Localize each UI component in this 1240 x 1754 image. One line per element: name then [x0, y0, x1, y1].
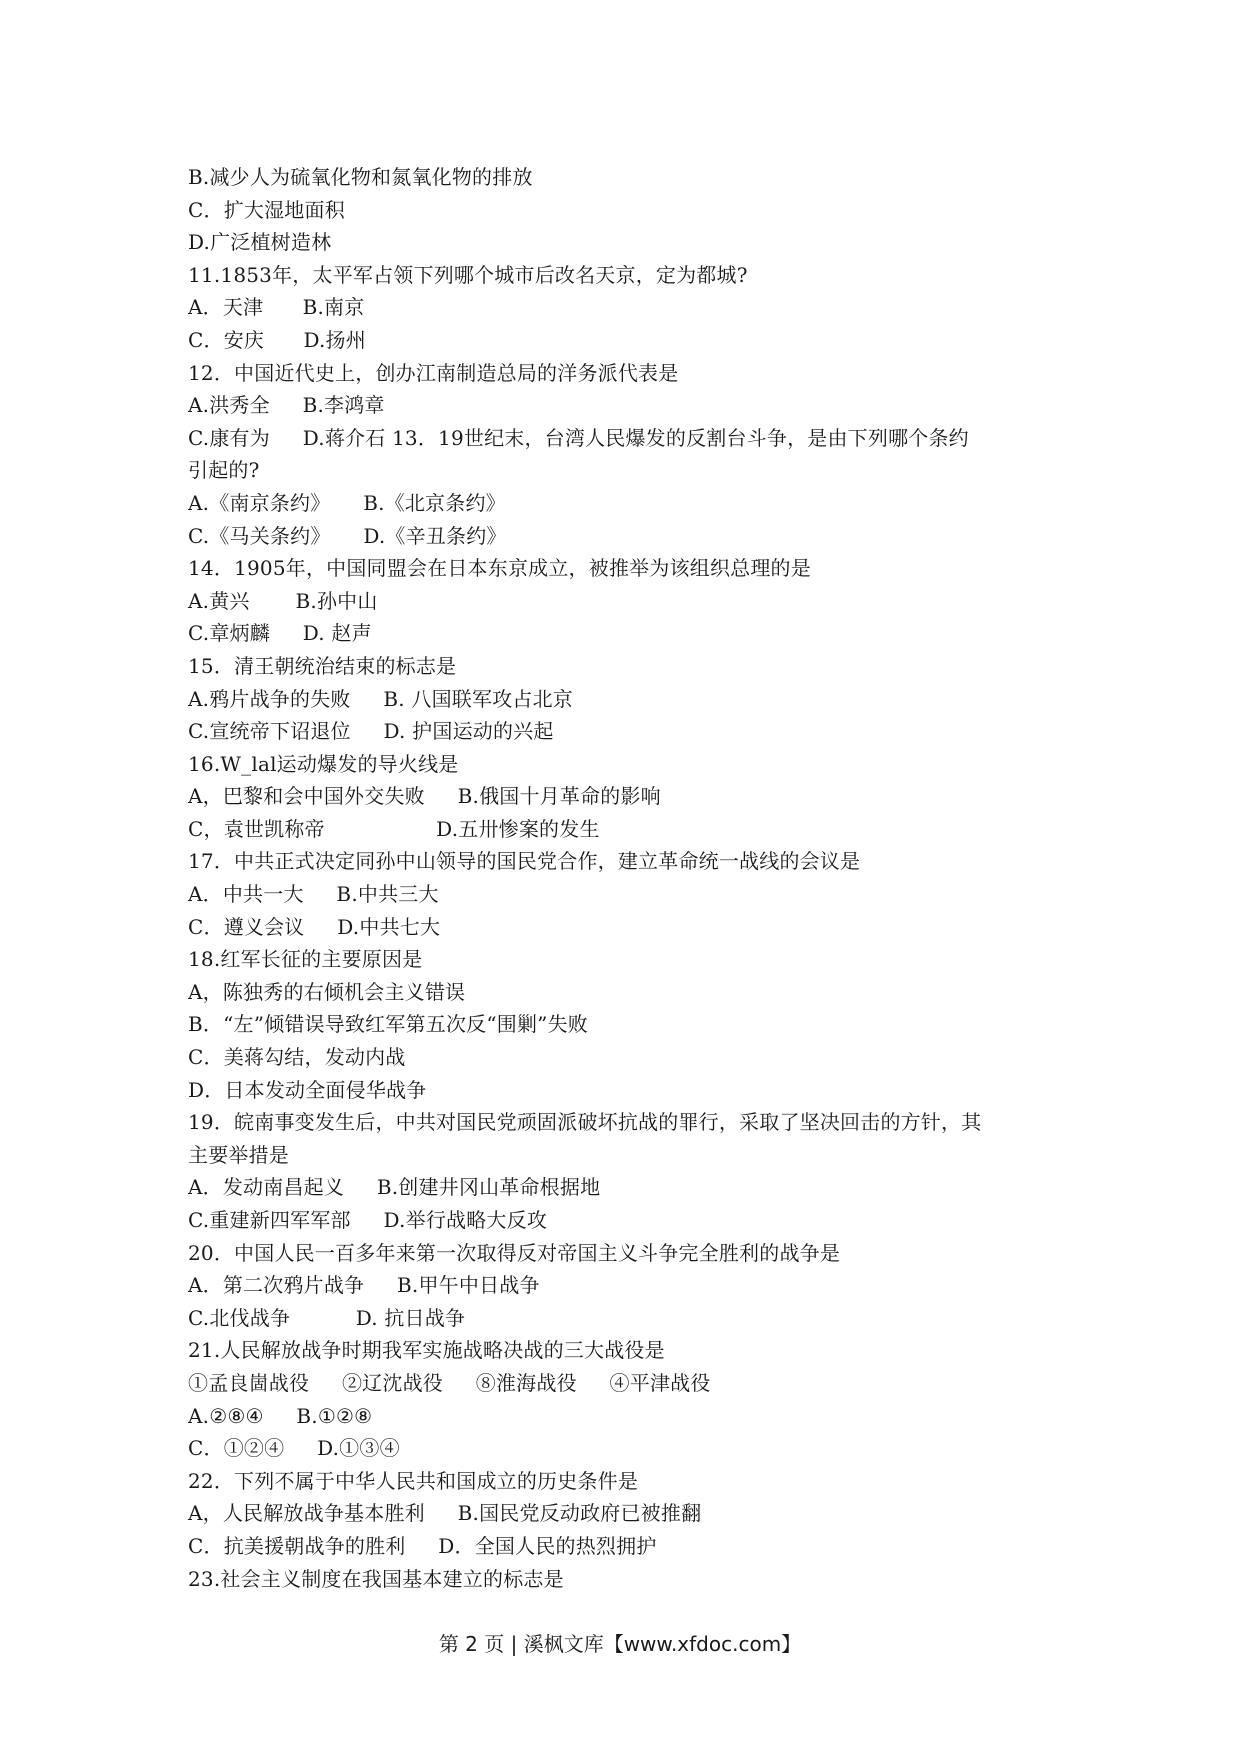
option-line: C，袁世凯称帝 D.五卅惨案的发生	[188, 816, 600, 841]
question-line: 11.1853年，太平军占领下列哪个城市后改名天京，定为都城?	[188, 262, 748, 287]
option-line: A.洪秀全 B.李鸿章	[188, 393, 385, 418]
option-line: C．①②④ D.①③④	[188, 1436, 400, 1461]
question-line: 22．下列不属于中华人民共和国成立的历史条件是	[188, 1468, 639, 1493]
option-line: A．中共一大 B.中共三大	[188, 882, 439, 907]
question-line: 23.社会主义制度在我国基本建立的标志是	[188, 1566, 564, 1591]
page-footer: 第 2 页 | 溪枫文库【www.xfdoc.com】	[438, 1632, 802, 1656]
option-line: C.康有为 D.蒋介石 13．19世纪末，台湾人民爆发的反割台斗争，是由下列哪个条约	[188, 425, 969, 450]
question-line: 18.红军长征的主要原因是	[188, 947, 423, 972]
option-line: C.北伐战争 D. 抗日战争	[188, 1305, 466, 1330]
option-line: C．抗美援朝战争的胜利 D．全国人民的热烈拥护	[188, 1533, 657, 1558]
document-body	[188, 161, 1068, 1595]
question-line: 21.人民解放战争时期我军实施战略决战的三大战役是	[188, 1338, 665, 1363]
option-line: C．安庆 D.扬州	[188, 327, 366, 352]
question-line: 15．清王朝统治结束的标志是	[188, 653, 457, 678]
question-line: 16.W_lal运动爆发的导火线是	[188, 751, 459, 776]
question-line: 主要举措是	[188, 1142, 289, 1167]
option-line: C．美蒋勾结，发动内战	[188, 1045, 406, 1070]
option-line: D．日本发动全面侵华战争	[188, 1077, 427, 1102]
option-line: A，陈独秀的右倾机会主义错误	[188, 979, 466, 1004]
question-line: 17．中共正式决定同孙中山领导的国民党合作，建立革命统一战线的会议是	[188, 849, 861, 874]
option-line: C.宣统帝下诏退位 D. 护国运动的兴起	[188, 719, 554, 744]
option-line: A.鸦片战争的失败 B. 八国联军攻占北京	[188, 686, 573, 711]
option-line: A.②⑧④ B.①②⑧	[188, 1403, 373, 1428]
item-line: ①孟良崮战役 ②辽沈战役 ⑧淮海战役 ④平津战役	[188, 1370, 711, 1395]
question-line: 19．皖南事变发生后，中共对国民党顽固派破坏抗战的罪行，采取了坚决回击的方针，其	[188, 1110, 982, 1135]
option-line: A．天津 B.南京	[188, 295, 365, 320]
option-line: B．“左”倾错误导致红军第五次反“围剿”失败	[188, 1012, 588, 1037]
option-line: A．第二次鸦片战争 B.甲午中日战争	[188, 1273, 540, 1298]
option-line: A．发动南昌起义 B.创建井冈山革命根据地	[188, 1175, 601, 1200]
option-line: C.章炳麟 D. 赵声	[188, 621, 372, 646]
option-line: A.黄兴 B.孙中山	[188, 588, 378, 613]
option-line: C.重建新四军军部 D.举行战略大反攻	[188, 1208, 548, 1232]
question-line: 引起的?	[188, 458, 260, 483]
option-line: C．遵义会议 D.中共七大	[188, 914, 441, 939]
option-line: A，人民解放战争基本胜利 B.国民党反动政府已被推翻	[188, 1501, 702, 1526]
text-line: C．扩大湿地面积	[188, 197, 345, 222]
text-line: D.广泛植树造林	[188, 230, 332, 255]
question-line: 14．1905年，中国同盟会在日本东京成立，被推举为该组织总理的是	[188, 556, 811, 581]
option-line: A，巴黎和会中国外交失败 B.俄国十月革命的影响	[188, 784, 661, 809]
question-line: 20．中国人民一百多年来第一次取得反对帝国主义斗争完全胜利的战争是	[188, 1240, 841, 1265]
option-line: C.《马关条约》 D.《辛丑条约》	[188, 523, 507, 548]
option-line: A.《南京条约》 B.《北京条约》	[188, 490, 506, 515]
question-line: 12．中国近代史上，创办江南制造总局的洋务派代表是	[188, 360, 679, 385]
text-line: B.减少人为硫氧化物和氮氧化物的排放	[188, 165, 533, 189]
